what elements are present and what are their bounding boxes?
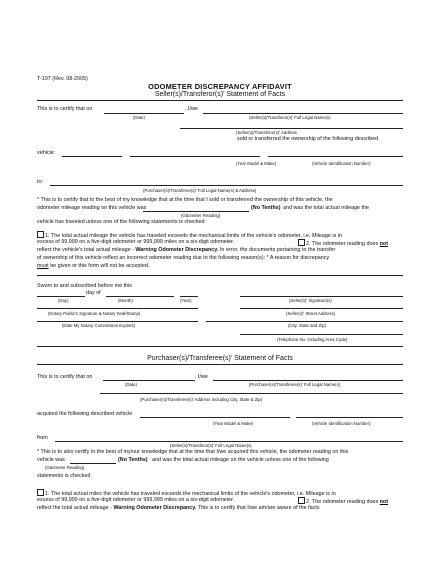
seller-s2e: be given or this form will not be accepted.: [50, 263, 150, 269]
day-of-label: day of: [86, 290, 101, 296]
purchaser-vin-field[interactable]: [296, 417, 403, 418]
form-id: T-107 (Rev. 08-2005): [37, 76, 88, 82]
seller-city-field[interactable]: [206, 321, 403, 322]
seller-name-field[interactable]: [203, 113, 403, 114]
purchaser-s2a: The odometer reading does: [311, 499, 379, 505]
seller-heading: Seller(s)/Transferor(s)' Statement of Facts: [154, 91, 286, 98]
commission-field[interactable]: [37, 321, 198, 322]
seller-vin-caption: (Vehicle Identification Number): [312, 161, 371, 166]
purchaser-seller-field[interactable]: [55, 441, 403, 442]
purchaser-s1-num: 1.: [45, 491, 50, 497]
seller-signature-caption: (Seller(s)' Signature(s): [289, 298, 332, 303]
divider: [37, 346, 403, 347]
acquired-text: acquired the following described vehicle: [37, 411, 133, 417]
seller-warning: Warning Odometer Discrepancy.: [135, 247, 219, 253]
purchaser-s1b: excess of 99,999 on a five-digit odometer or 999,999 miles on a six-digit odometer.: [37, 497, 235, 503]
seller-street-caption: (Seller(s)' Street Address): [286, 311, 336, 316]
seller-statement-2-checkbox[interactable]: [298, 239, 305, 246]
divider: [37, 364, 403, 365]
seller-address-caption: (Seller(s)/Transferor(s)' Address: [236, 130, 297, 135]
seller-vehicle-field-1[interactable]: [62, 156, 122, 157]
purchaser-s2-num: 2.: [306, 499, 311, 505]
purchaser-date-field[interactable]: [103, 380, 195, 381]
day-caption: (Day): [58, 298, 69, 303]
purchaser-address-field[interactable]: [100, 393, 403, 394]
divider: [37, 100, 403, 101]
seller-year-make-field[interactable]: [130, 156, 260, 157]
seller-vin-field[interactable]: [268, 156, 403, 157]
seller-year-make-caption: (Year Model & Make): [236, 161, 277, 166]
seller-p1d: vehicle has traveled unless one of the following statements is checked:: [37, 219, 207, 225]
seller-iwe-label: , I/we: [185, 106, 198, 112]
notary-month-field[interactable]: [106, 296, 174, 297]
purchaser-info-field[interactable]: [50, 185, 403, 186]
purchaser-s2-not: not: [379, 499, 389, 505]
seller-s2b: reflect the vehicle's total actual mileage -: [37, 247, 134, 253]
seller-phone-field[interactable]: [240, 334, 403, 335]
seller-p1c: and was the total actual mileage the: [283, 205, 370, 211]
notary-day-field[interactable]: [37, 296, 85, 297]
seller-s2-num: 2.: [306, 241, 311, 247]
purchaser-name-field[interactable]: [213, 380, 403, 381]
purchaser-year-make-field[interactable]: [140, 417, 290, 418]
seller-s2-not: not: [379, 241, 389, 247]
purchaser-p1d: statements is checked: [37, 473, 91, 479]
seller-s2d: of ownership of this vehicle reflect an incorrect odometer reading due to the following reason(s): * A reason for discrepancy: [37, 255, 330, 261]
seller-date-field[interactable]: [104, 113, 184, 114]
seller-s2c: In error, the documents pertaining to the transfer: [219, 247, 336, 253]
seller-p1b: odometer mileage reading on this vehicle was: [37, 205, 147, 211]
purchaser-info-caption: (Purchaser(s)/Transferee(s)' Full Legal Name(s) & Address): [143, 188, 257, 193]
purchaser-odometer-field[interactable]: [70, 463, 116, 464]
purchaser-address-caption: (Purchaser(s)/Transferee(s)' Address Including City, State & Zip): [140, 397, 263, 402]
seller-certify-label: This is to certify that on: [37, 106, 93, 112]
seller-odometer-caption: (Odometer Reading): [181, 213, 221, 218]
seller-name-caption: (Seller(s)/Transferor(s)' Full Legal Name(s): [249, 115, 331, 120]
purchaser-odometer-caption: (Odometer Reading): [45, 465, 85, 470]
purchaser-name-caption: (Purchaser(s)/Transferee(s)' Full Legal Name(s): [249, 382, 341, 387]
seller-city-caption: (City, State and Zip): [288, 323, 326, 328]
seller-s1b: excess of 99,999 on a five-digit odometer or 999,999 miles on a six-digit odometer.: [37, 239, 235, 245]
purchaser-p1c: and was the total actual mileage on the vehicle unless one of the following: [152, 457, 329, 463]
purchaser-warning: Warning Odometer Discrepancy.: [113, 505, 197, 511]
month-caption: (Month): [118, 298, 133, 303]
seller-odometer-field[interactable]: [143, 211, 249, 212]
from-label: from: [37, 435, 48, 441]
purchaser-year-make-caption: (Year Model & Make): [213, 421, 254, 426]
purchaser-s2b: reflect the total actual mileage -: [37, 505, 112, 511]
purchaser-vin-caption: (Vehicle Identification Number): [312, 421, 371, 426]
purchaser-date-caption: (Date): [125, 382, 137, 387]
seller-statement-1-checkbox[interactable]: [37, 231, 44, 238]
reason-field[interactable]: [37, 275, 403, 276]
seller-must: must: [37, 263, 49, 269]
purchaser-s2c: This is to certify that I/we am/are aware of the facts: [197, 505, 320, 511]
seller-p1a: * This is to certify that to the best of my knowledge that at the time that I sold or transferred the ownership of this vehicle, the: [37, 197, 333, 203]
to-label: to:: [37, 179, 43, 185]
seller-no-tenths: (No Tenths): [251, 205, 281, 211]
sold-text: sold or transferred the ownership of the following described: [237, 136, 379, 142]
notary-signature-field[interactable]: [37, 308, 198, 309]
purchaser-statement-2-checkbox[interactable]: [298, 497, 305, 504]
seller-phone-caption: (Telephone No. Including Area Code): [277, 337, 348, 342]
seller-street-field[interactable]: [240, 308, 403, 309]
seller-s1a: The total actual mileage the vehicle has traveled exceeds the mechanical limits of the vehicle's odometer, i.e. Mileage is in: [50, 233, 342, 239]
purchaser-heading: Purchaser(s)/Transferee(s)' Statement of Facts: [147, 355, 293, 362]
purchaser-seller-caption: (Seller(s)/Transferor(s)' Full Legal Name(s): [170, 443, 252, 448]
purchaser-p1a: * This is to also certify to the best of my/our knowledge that at the time that I/we acquired this vehicle, the odometer reading on this: [37, 449, 349, 455]
sworn-text: Sworn to and subscribed before me this: [37, 283, 132, 289]
vehicle-label: vehicle:: [37, 150, 56, 156]
seller-s2a: The odometer reading does: [311, 241, 379, 247]
commission-caption: (Date My Notary Commission Expires): [62, 323, 136, 328]
seller-s1-num: 1.: [45, 233, 50, 239]
page-title: ODOMETER DISCREPANCY AFFIDAVIT: [148, 82, 292, 91]
purchaser-certify-label: This is to certify that on: [37, 374, 93, 380]
seller-date-caption: (Date): [133, 115, 145, 120]
notary-year-field[interactable]: [180, 296, 198, 297]
purchaser-no-tenths: (No Tenths): [118, 457, 148, 463]
purchaser-iwe-label: , I/we: [195, 374, 208, 380]
purchaser-p1b: vehicle was: [37, 457, 65, 463]
seller-address-field[interactable]: [180, 128, 403, 129]
purchaser-statement-1-checkbox[interactable]: [37, 489, 44, 496]
year-caption: (Year): [180, 298, 192, 303]
seller-signature-field[interactable]: [240, 296, 403, 297]
notary-signature-caption: (Notary Public's Signature & Notary Seal/Stamp): [48, 311, 141, 316]
purchaser-s1a: The total actual miles the vehicle has traveled exceeds the mechanical limits of the vehicle's odometer, i.e. Mileage is in: [50, 491, 336, 497]
